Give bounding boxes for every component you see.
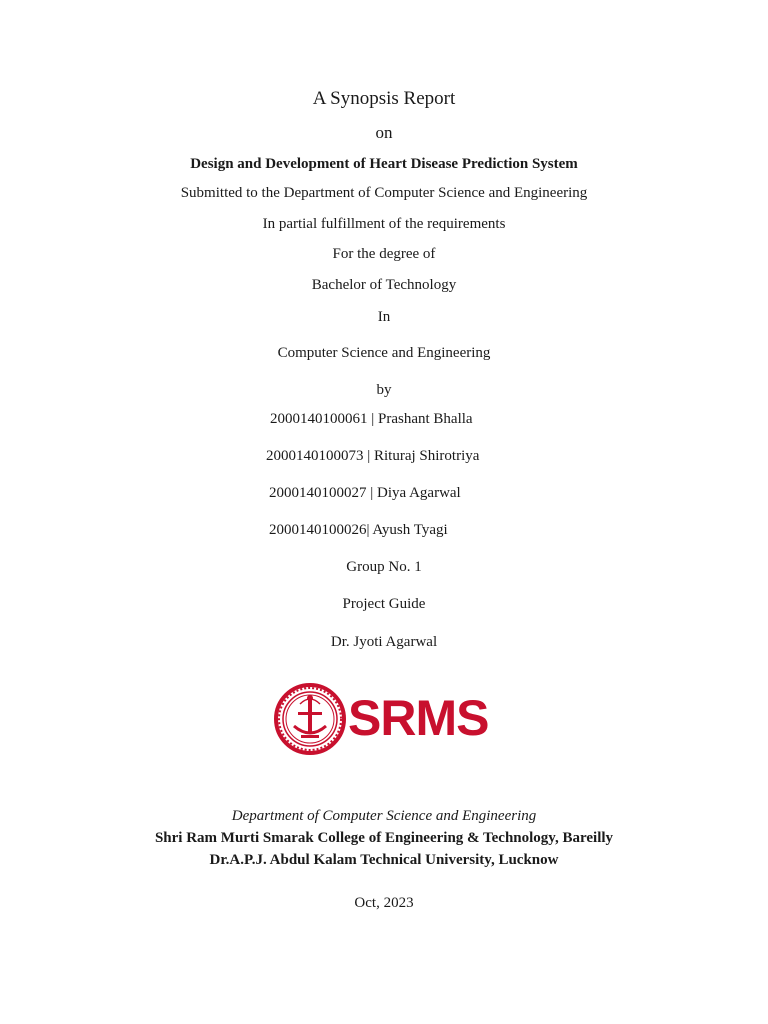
srms-logo-text: SRMS bbox=[348, 690, 489, 746]
in-label: In bbox=[377, 309, 391, 325]
partial-fulfillment: In partial fulfillment of the requirements bbox=[262, 216, 506, 232]
college-name: Shri Ram Murti Smarak College of Engineering & Technology, Bareilly bbox=[154, 830, 614, 846]
by-label: by bbox=[376, 382, 392, 398]
branch-name: Computer Science and Engineering bbox=[277, 345, 491, 361]
on-label: on bbox=[375, 123, 393, 142]
degree-name: Bachelor of Technology bbox=[311, 277, 457, 293]
student-3: 2000140100027 | Diya Agarwal bbox=[269, 485, 461, 501]
report-date: Oct, 2023 bbox=[354, 895, 414, 911]
srms-logo bbox=[274, 680, 490, 758]
report-title: A Synopsis Report bbox=[312, 88, 456, 109]
degree-intro: For the degree of bbox=[332, 246, 436, 262]
group-number: Group No. 1 bbox=[346, 559, 422, 575]
department-name: Department of Computer Science and Engineering bbox=[231, 808, 537, 824]
guide-name: Dr. Jyoti Agarwal bbox=[330, 634, 438, 650]
student-1: 2000140100061 | Prashant Bhalla bbox=[270, 411, 473, 427]
guide-label: Project Guide bbox=[342, 596, 426, 612]
project-title: Design and Development of Heart Disease Prediction System bbox=[190, 156, 578, 172]
university-name: Dr.A.P.J. Abdul Kalam Technical University, Lucknow bbox=[209, 852, 559, 868]
student-2: 2000140100073 | Rituraj Shirotriya bbox=[266, 448, 480, 464]
submitted-to: Submitted to the Department of Computer Science and Engineering bbox=[180, 185, 588, 201]
student-4: 2000140100026| Ayush Tyagi bbox=[269, 522, 448, 538]
